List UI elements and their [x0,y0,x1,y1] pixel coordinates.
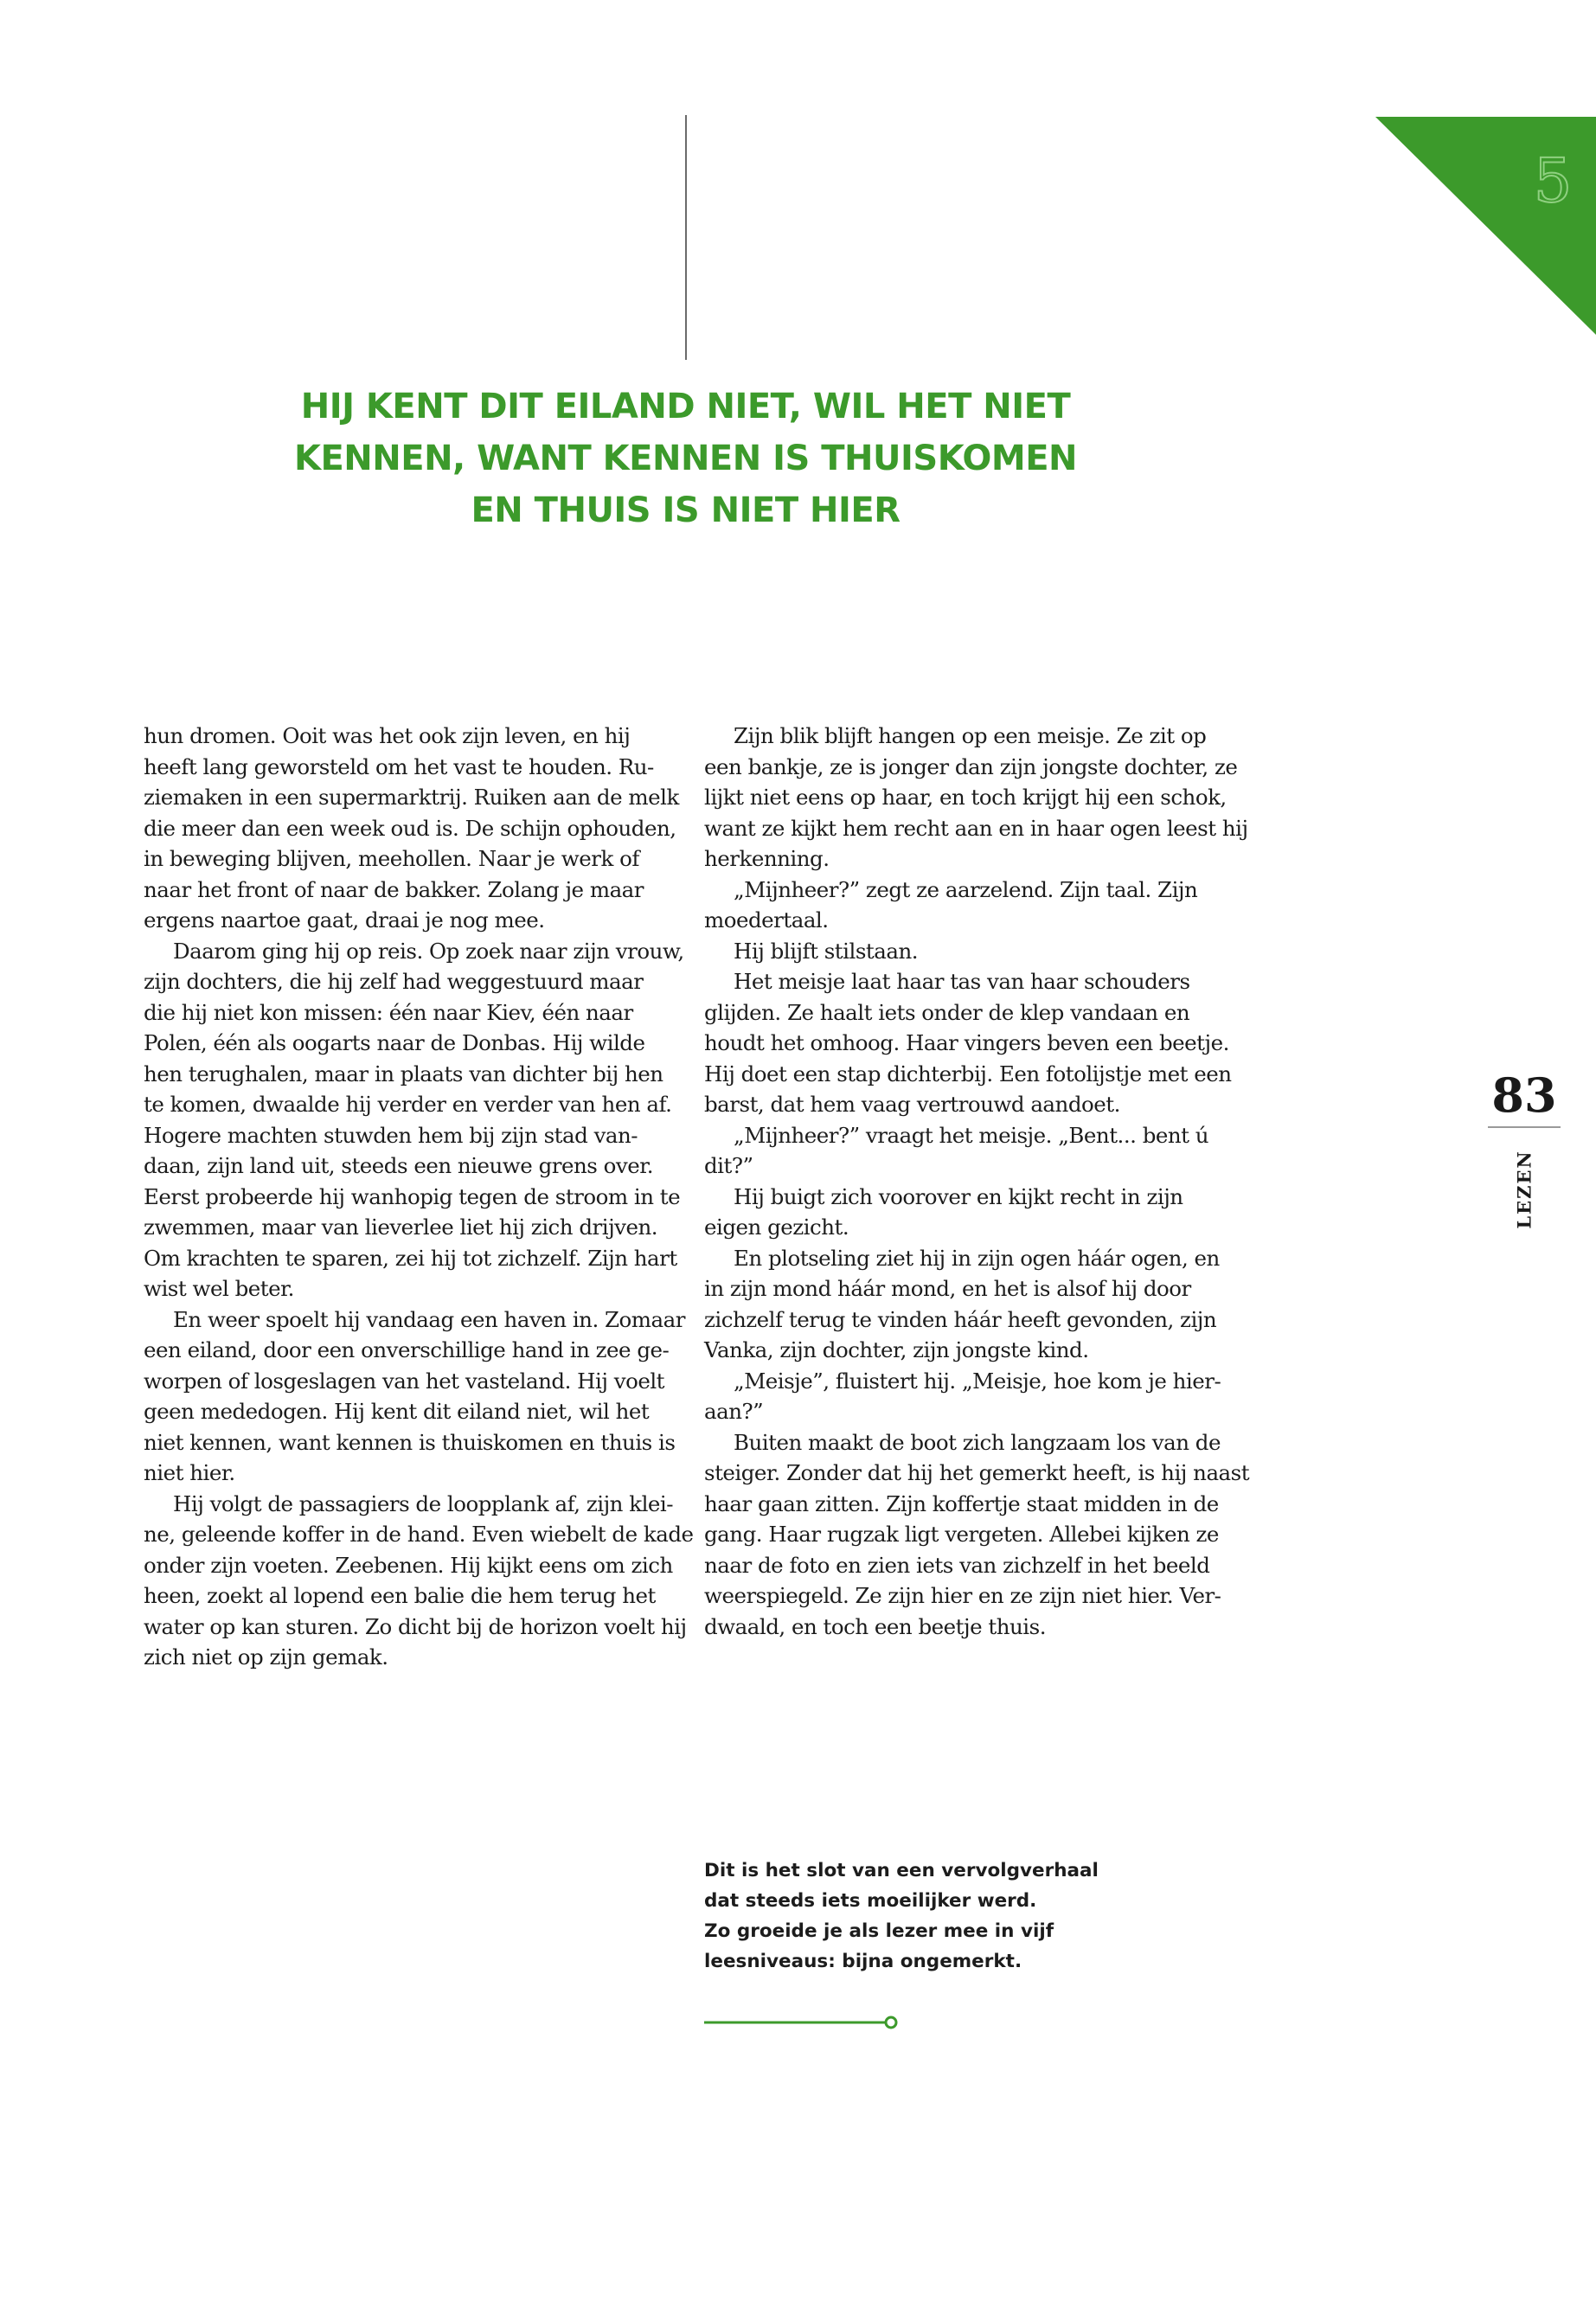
end-mark-line [704,2014,899,2031]
body-text-line: te komen, dwaalde hij verder en verder van hen af. [144,1092,672,1117]
body-text-line: moedertaal. [704,907,829,933]
body-text-line: En plotseling ziet hij in zijn ogen háár ogen, en [734,1245,1220,1271]
body-text-line: heeft lang geworsteld om het vast te houden. Ru- [144,753,654,779]
body-text-line: lijkt niet eens op haar, en toch krijgt hij een schok, [704,785,1227,810]
body-text-line: steiger. Zonder dat hij het gemerkt heeft, is hij naast [704,1460,1250,1485]
pull-quote-line: HIJ KENT DIT EILAND NIET, WIL HET NIET [300,387,1071,426]
body-text-line: ergens naartoe gaat, draai je nog mee. [144,907,545,933]
body-text-line: zijn dochters, die hij zelf had weggestuurd maar [144,969,644,994]
body-text-line: barst, dat hem vaag vertrouwd aandoet. [704,1092,1120,1117]
pull-quote-line: EN THUIS IS NIET HIER [471,490,901,530]
closing-note-line: dat steeds iets moeilijker werd. [704,1890,1037,1912]
body-text-line: „Meisje”, fluistert hij. „Meisje, hoe kom je hier- [734,1368,1221,1394]
body-text-line: naar de foto en zien iets van zichzelf in het beeld [704,1552,1210,1578]
body-text-line: in beweging blijven, meehollen. Naar je werk of [144,846,639,871]
page-number: 83 [1491,1067,1557,1123]
closing-note-line: Zo groeide je als lezer mee in vijf [704,1920,1054,1942]
body-text-line: Polen, één als oogarts naar de Donbas. Hij wilde [144,1030,645,1055]
body-text-line: Vanka, zijn dochter, zijn jongste kind. [704,1337,1089,1362]
pull-quote-line: KENNEN, WANT KENNEN IS THUISKOMEN [293,439,1078,478]
body-column-right [704,721,1250,1642]
body-text-line: water op kan sturen. Zo dicht bij de horizon voelt hij [144,1613,687,1639]
body-text-line: Buiten maakt de boot zich langzaam los van de [734,1429,1221,1455]
body-text-line: een eiland, door een onverschillige hand in zee ge- [144,1337,670,1362]
body-text-line: die meer dan een week oud is. De schijn ophouden, [144,815,676,841]
body-text-line: hun dromen. Ooit was het ook zijn leven, en hij [144,723,631,748]
vertical-divider [685,115,687,360]
chapter-number: 5 [1533,145,1573,216]
closing-note-line: Dit is het slot van een vervolgverhaal [704,1860,1099,1881]
body-text-line: een bankje, ze is jonger dan zijn jongste dochter, ze [704,753,1238,779]
body-text-line: niet kennen, want kennen is thuiskomen en thuis is [144,1429,676,1455]
section-label-text: LEZEN [1513,1150,1535,1229]
body-text-line: „Mijnheer?” zegt ze aarzelend. Zijn taal. Zijn [734,876,1198,902]
body-text-line: Hij blijft stilstaan. [734,938,919,964]
body-text-line: worpen of losgeslagen van het vasteland. Hij voelt [144,1368,665,1394]
body-text-line: zwemmen, maar van lieverlee liet hij zich drijven. [144,1215,658,1240]
body-text-line: houdt het omhoog. Haar vingers beven een beetje. [704,1030,1229,1055]
body-text-line: dwaald, en toch een beetje thuis. [704,1613,1046,1639]
body-text-line: Zijn blik blijft hangen op een meisje. Ze zit op [734,723,1207,748]
body-text-line: die hij niet kon missen: één naar Kiev, één naar [144,999,633,1025]
body-text-line: haar gaan zitten. Zijn koffertje staat midden in de [704,1490,1219,1516]
chapter-corner-triangle [1375,117,1596,335]
body-text-line: Het meisje laat haar tas van haar schouders [734,969,1190,994]
body-text-line: heen, zoekt al lopend een balie die hem terug het [144,1583,656,1608]
body-text-line: zichzelf terug te vinden háár heeft gevonden, zijn [704,1306,1217,1332]
body-text-line: niet hier. [144,1460,235,1485]
body-text-line: naar het front of naar de bakker. Zolang je maar [144,876,644,902]
body-text-line: Hij volgt de passagiers de loopplank af, zijn klei- [173,1490,674,1516]
body-text-line: En weer spoelt hij vandaag een haven in. Zomaar [173,1306,685,1332]
pull-quote [268,381,1103,536]
body-text-line: wist wel beter. [144,1276,294,1301]
body-text-line: Daarom ging hij op reis. Op zoek naar zijn vrouw, [173,938,684,964]
closing-note [704,1856,1154,1977]
body-text-line: eigen gezicht. [704,1215,849,1240]
body-text-line: in zijn mond háár mond, en het is alsof hij door [704,1276,1191,1301]
body-text-line: Hij doet een stap dichterbij. Een fotolijstje met een [704,1061,1232,1086]
body-text-line: herkenning. [704,846,830,871]
body-text-line: onder zijn voeten. Zeebenen. Hij kijkt eens om zich [144,1552,673,1578]
body-text-line: ne, geleende koffer in de hand. Even wiebelt de kade [144,1522,694,1547]
closing-note-line: leesniveaus: bijna ongemerkt. [704,1951,1022,1972]
body-text-line: aan?” [704,1399,764,1424]
body-text-line: hen terughalen, maar in plaats van dichter bij hen [144,1061,663,1086]
body-text-line: „Mijnheer?” vraagt het meisje. „Bent... bent ú [734,1122,1209,1148]
body-text-line: ziemaken in een supermarktrij. Ruiken aan de melk [144,785,679,810]
body-text-line: glijden. Ze haalt iets onder de klep vandaan en [704,999,1190,1025]
section-label [1507,1142,1542,1237]
body-text-line: geen mededogen. Hij kent dit eiland niet, wil het [144,1399,650,1424]
body-text-line: zich niet op zijn gemak. [144,1644,388,1670]
body-text-line: want ze kijkt hem recht aan en in haar ogen leest hij [704,815,1248,841]
body-text-line: Om krachten te sparen, zei hij tot zichzelf. Zijn hart [144,1245,677,1271]
body-text-line: daan, zijn land uit, steeds een nieuwe grens over. [144,1153,653,1178]
body-text-line: Hogere machten stuwden hem bij zijn stad van- [144,1122,638,1148]
body-text-line: gang. Haar rugzak ligt vergeten. Allebei kijken ze [704,1522,1219,1547]
body-text-line: dit?” [704,1153,753,1178]
body-text-line: Hij buigt zich voorover en kijkt recht in zijn [734,1183,1183,1209]
folio-divider [1488,1126,1561,1128]
body-column-left [144,721,694,1673]
body-text-line: Eerst probeerde hij wanhopig tegen de stroom in te [144,1183,681,1209]
body-text-line: weerspiegeld. Ze zijn hier en ze zijn niet hier. Ver- [704,1583,1221,1608]
